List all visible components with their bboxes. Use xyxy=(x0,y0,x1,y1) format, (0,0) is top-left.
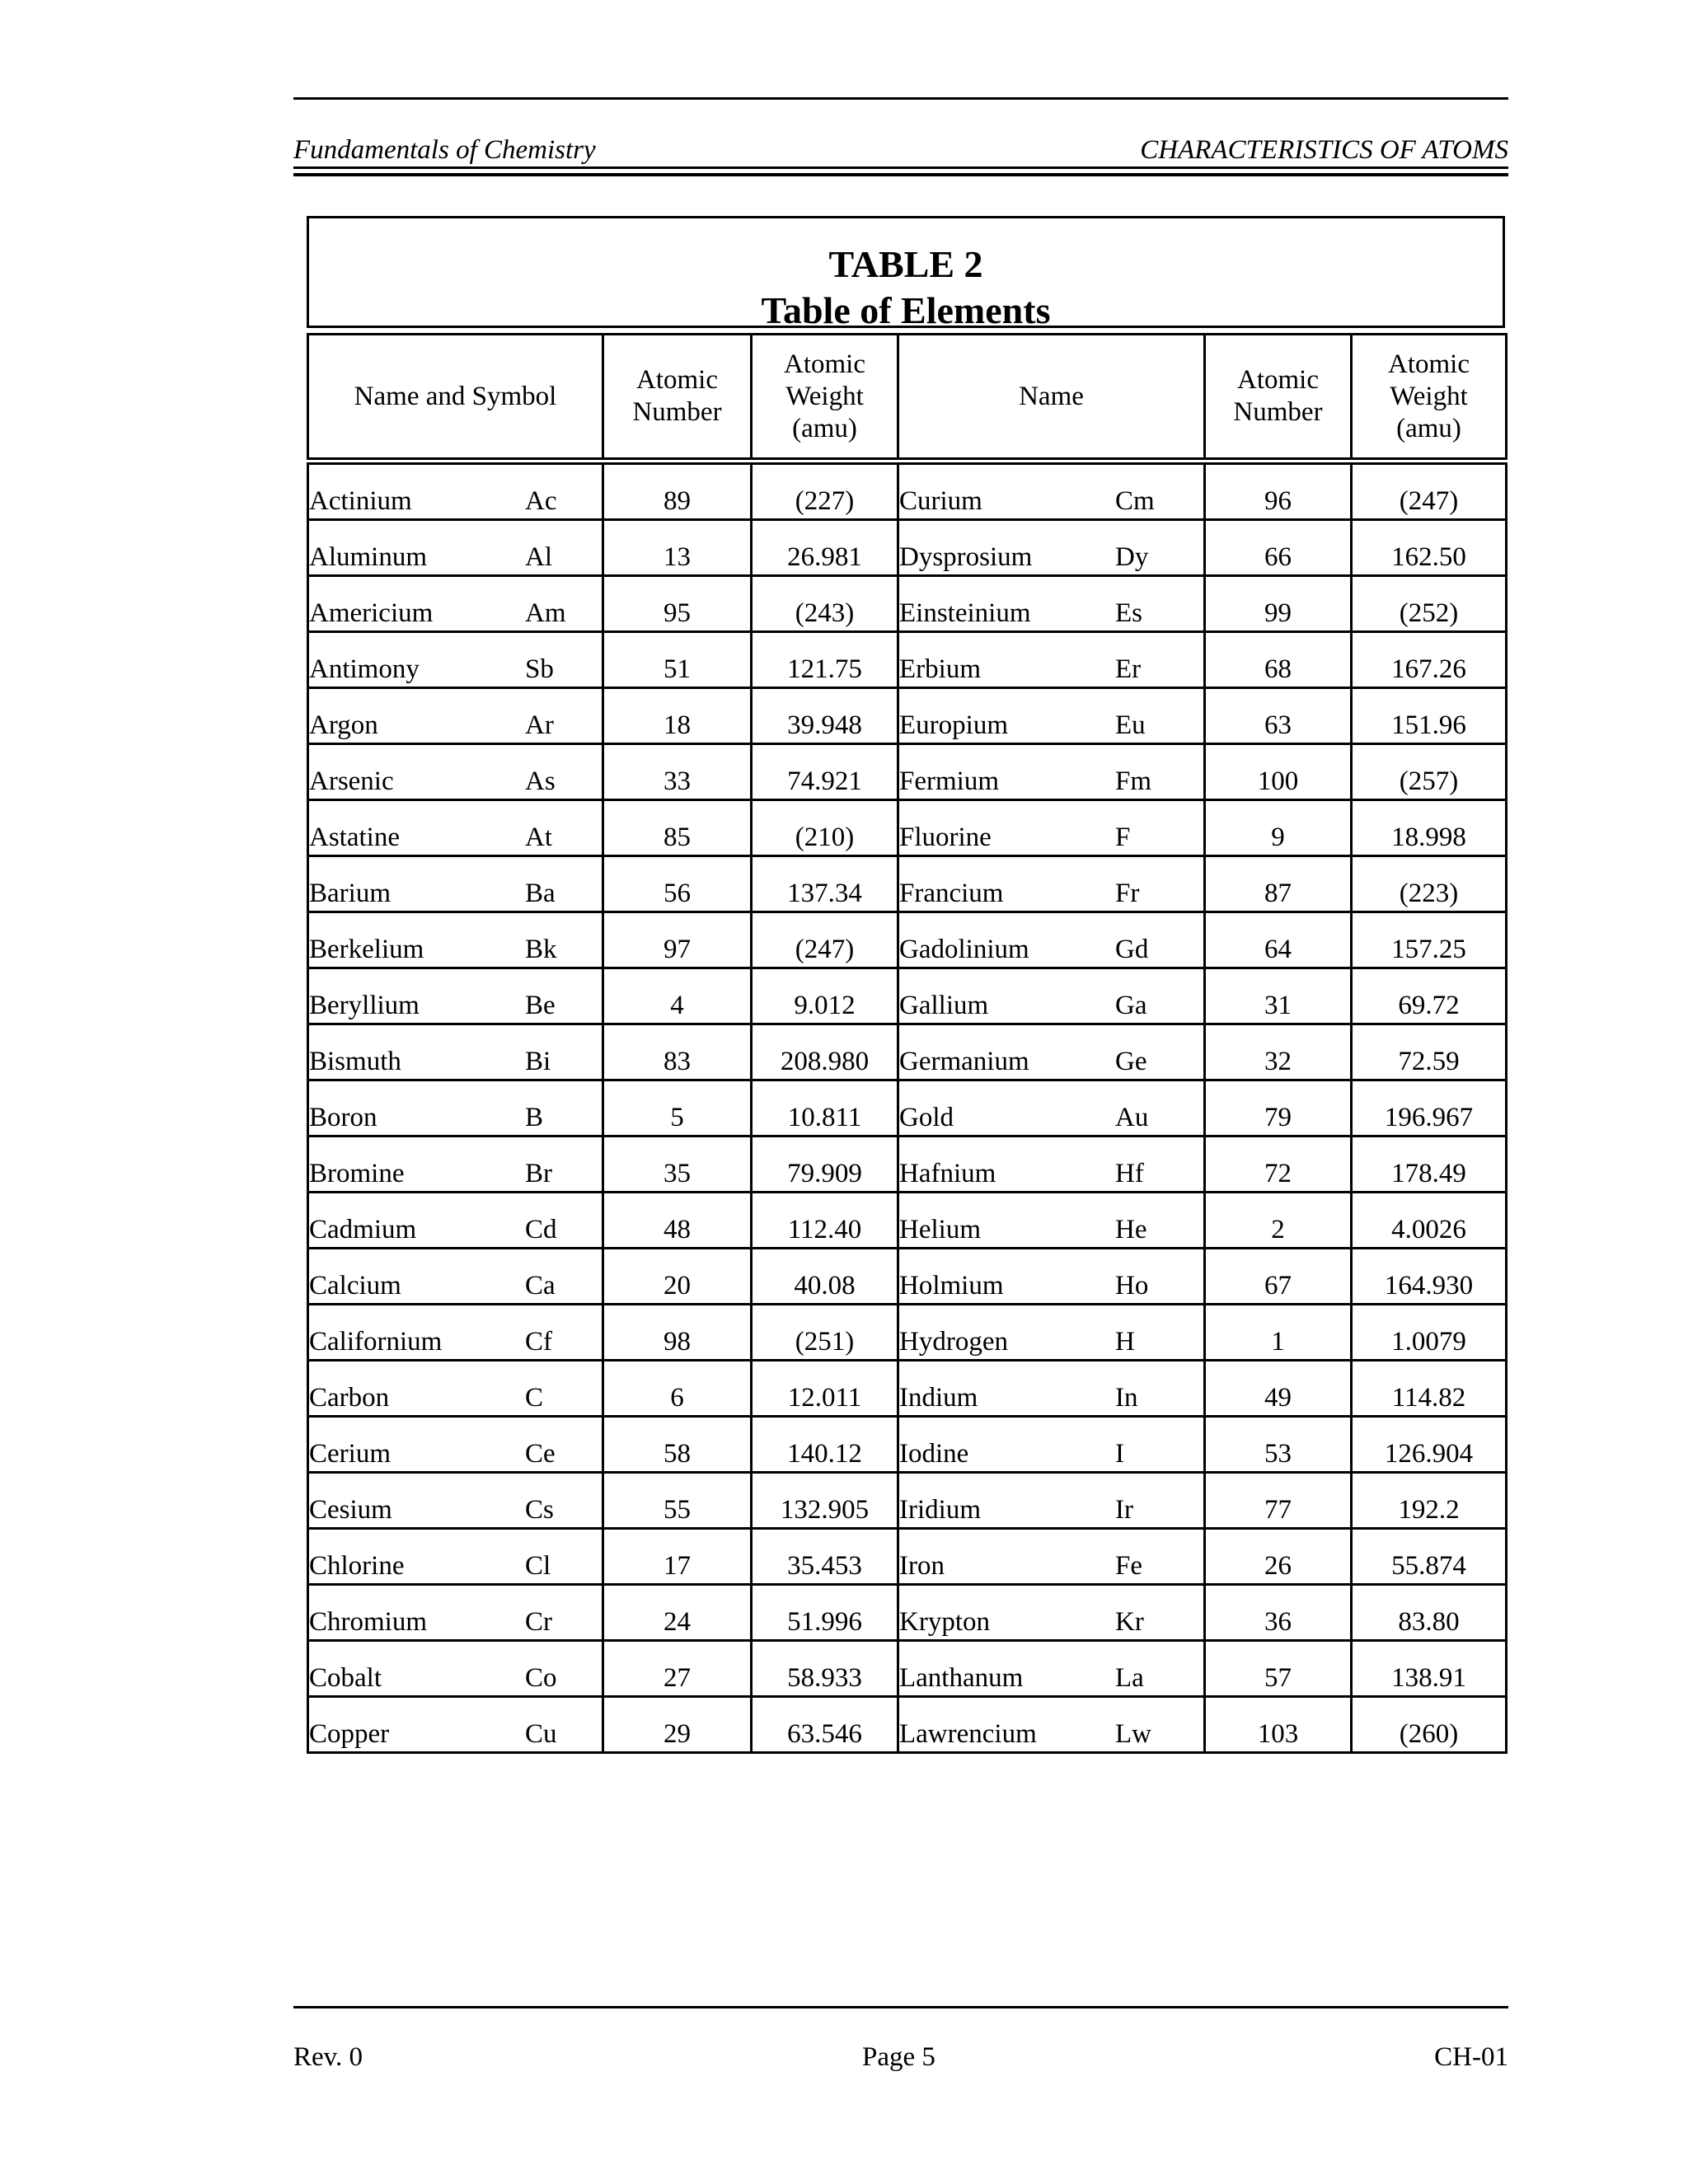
table-row xyxy=(308,1473,1507,1529)
atomic-weight-cell: 18.998 xyxy=(1352,800,1507,856)
element-name-cell xyxy=(308,1024,603,1080)
element-name-cell xyxy=(308,1473,603,1529)
atomic-number-cell: 99 xyxy=(1205,576,1352,632)
atomic-weight-cell: (227) xyxy=(752,462,898,520)
atomic-number-cell: 63 xyxy=(1205,688,1352,744)
element-name: Arsenic xyxy=(309,766,394,796)
atomic-weight-cell: 51.996 xyxy=(752,1585,898,1641)
atomic-number-cell: 32 xyxy=(1205,1024,1352,1080)
atomic-number-cell: 97 xyxy=(603,912,752,968)
element-name: Bromine xyxy=(309,1159,405,1188)
atomic-number-cell: 31 xyxy=(1205,968,1352,1024)
element-name: Berkelium xyxy=(309,935,424,964)
atomic-weight-cell: (243) xyxy=(752,576,898,632)
atomic-number-cell: 9 xyxy=(1205,800,1352,856)
atomic-weight-cell: 196.967 xyxy=(1352,1080,1507,1137)
atomic-weight-cell: 74.921 xyxy=(752,744,898,800)
element-name-cell xyxy=(898,1305,1205,1361)
atomic-number-cell: 103 xyxy=(1205,1697,1352,1753)
element-symbol: Ca xyxy=(525,1271,556,1301)
element-name-cell xyxy=(308,1585,603,1641)
elements-table xyxy=(307,333,1507,1754)
element-name: Francium xyxy=(899,879,1004,908)
atomic-number-cell: 85 xyxy=(603,800,752,856)
element-symbol: La xyxy=(1115,1663,1144,1693)
atomic-weight-cell: 151.96 xyxy=(1352,688,1507,744)
element-name: Cesium xyxy=(309,1495,392,1525)
atomic-weight-cell: (260) xyxy=(1352,1697,1507,1753)
element-name: Indium xyxy=(899,1383,978,1413)
element-symbol: Am xyxy=(525,598,566,628)
element-name: Helium xyxy=(899,1215,981,1244)
atomic-number-cell: 83 xyxy=(603,1024,752,1080)
atomic-weight-cell: 1.0079 xyxy=(1352,1305,1507,1361)
table-row xyxy=(308,462,1507,520)
element-name: Beryllium xyxy=(309,991,420,1020)
element-name: Americium xyxy=(309,598,434,628)
atomic-number-cell: 51 xyxy=(603,632,752,688)
atomic-number-cell: 79 xyxy=(1205,1080,1352,1137)
element-symbol: Ga xyxy=(1115,991,1147,1020)
table-row xyxy=(308,1080,1507,1137)
col-header-atomic-weight: Atomic Weight (amu) xyxy=(752,335,898,462)
table-header-row xyxy=(308,335,1507,462)
atomic-number-cell: 72 xyxy=(1205,1137,1352,1193)
element-name: Dysprosium xyxy=(899,542,1033,572)
element-name: Calcium xyxy=(309,1271,401,1301)
element-symbol: At xyxy=(525,823,552,852)
element-symbol: Cd xyxy=(525,1215,557,1244)
element-name: Hafnium xyxy=(899,1159,996,1188)
element-name-cell xyxy=(898,1641,1205,1697)
table-row xyxy=(308,1305,1507,1361)
element-name-cell xyxy=(898,520,1205,576)
element-symbol: Fe xyxy=(1115,1551,1142,1581)
atomic-weight-cell: 40.08 xyxy=(752,1249,898,1305)
atomic-number-cell: 53 xyxy=(1205,1417,1352,1473)
atomic-weight-cell: 83.80 xyxy=(1352,1585,1507,1641)
element-name-cell xyxy=(308,1641,603,1697)
element-name-cell xyxy=(898,1137,1205,1193)
element-name: Fluorine xyxy=(899,823,992,852)
element-name-cell xyxy=(308,576,603,632)
atomic-number-cell: 48 xyxy=(603,1193,752,1249)
element-symbol: Ba xyxy=(525,879,556,908)
footer-rule xyxy=(293,2006,1508,2008)
table-row xyxy=(308,968,1507,1024)
element-name: Hydrogen xyxy=(899,1327,1008,1357)
element-symbol: Al xyxy=(525,542,552,572)
element-name: Bismuth xyxy=(309,1047,401,1076)
atomic-weight-cell: 69.72 xyxy=(1352,968,1507,1024)
atomic-weight-cell: 9.012 xyxy=(752,968,898,1024)
element-name-cell xyxy=(308,968,603,1024)
element-name: Barium xyxy=(309,879,391,908)
table-row xyxy=(308,1361,1507,1417)
element-symbol: Bi xyxy=(525,1047,551,1076)
atomic-number-cell: 49 xyxy=(1205,1361,1352,1417)
element-name: Holmium xyxy=(899,1271,1004,1301)
table-row xyxy=(308,1249,1507,1305)
header-bottom-rule-thick xyxy=(293,173,1508,176)
atomic-number-cell: 56 xyxy=(603,856,752,912)
atomic-number-cell: 66 xyxy=(1205,520,1352,576)
atomic-number-cell: 1 xyxy=(1205,1305,1352,1361)
element-name-cell xyxy=(898,1024,1205,1080)
table-row xyxy=(308,520,1507,576)
atomic-number-cell: 27 xyxy=(603,1641,752,1697)
atomic-weight-cell: 4.0026 xyxy=(1352,1193,1507,1249)
element-symbol: Dy xyxy=(1115,542,1149,572)
element-symbol: Gd xyxy=(1115,935,1149,964)
atomic-weight-cell: 132.905 xyxy=(752,1473,898,1529)
col-header-atomic-number: Atomic Number xyxy=(603,335,752,462)
element-name-cell xyxy=(308,1193,603,1249)
header-top-rule xyxy=(293,97,1508,100)
element-name-cell xyxy=(308,1137,603,1193)
atomic-weight-cell: 126.904 xyxy=(1352,1417,1507,1473)
table-title: Table of Elements xyxy=(761,289,1051,331)
atomic-weight-cell: 58.933 xyxy=(752,1641,898,1697)
element-name-cell xyxy=(898,1080,1205,1137)
element-name-cell xyxy=(308,1305,603,1361)
running-header-left: Fundamentals of Chemistry xyxy=(293,135,596,165)
table-row xyxy=(308,1697,1507,1753)
element-symbol: Es xyxy=(1115,598,1142,628)
element-name: Argon xyxy=(309,710,378,740)
element-symbol: Cu xyxy=(525,1719,557,1749)
atomic-number-cell: 2 xyxy=(1205,1193,1352,1249)
atomic-number-cell: 77 xyxy=(1205,1473,1352,1529)
element-name: Antimony xyxy=(309,654,420,684)
atomic-weight-cell: 39.948 xyxy=(752,688,898,744)
element-name: Boron xyxy=(309,1103,377,1132)
table-row xyxy=(308,1417,1507,1473)
table-row xyxy=(308,1529,1507,1585)
element-name-cell xyxy=(308,1080,603,1137)
element-name: Lawrencium xyxy=(899,1719,1037,1749)
element-symbol: Cr xyxy=(525,1607,552,1637)
atomic-weight-cell: 112.40 xyxy=(752,1193,898,1249)
element-name-cell xyxy=(308,856,603,912)
element-symbol: Cl xyxy=(525,1551,551,1581)
element-name-cell xyxy=(898,1417,1205,1473)
atomic-weight-cell: 12.011 xyxy=(752,1361,898,1417)
element-name-cell xyxy=(898,1361,1205,1417)
atomic-weight-cell: (251) xyxy=(752,1305,898,1361)
element-name: Californium xyxy=(309,1327,443,1357)
atomic-weight-cell: 208.980 xyxy=(752,1024,898,1080)
element-name: Lanthanum xyxy=(899,1663,1024,1693)
atomic-number-cell: 33 xyxy=(603,744,752,800)
atomic-number-cell: 5 xyxy=(603,1080,752,1137)
atomic-weight-cell: (257) xyxy=(1352,744,1507,800)
element-name-cell xyxy=(308,1529,603,1585)
atomic-number-cell: 26 xyxy=(1205,1529,1352,1585)
element-name: Chromium xyxy=(309,1607,428,1637)
element-name-cell xyxy=(898,688,1205,744)
atomic-weight-cell: (252) xyxy=(1352,576,1507,632)
element-name: Gallium xyxy=(899,991,989,1020)
element-name: Fermium xyxy=(899,766,999,796)
atomic-number-cell: 35 xyxy=(603,1137,752,1193)
atomic-weight-cell: 164.930 xyxy=(1352,1249,1507,1305)
atomic-number-cell: 87 xyxy=(1205,856,1352,912)
element-symbol: Cs xyxy=(525,1495,554,1525)
atomic-number-cell: 96 xyxy=(1205,462,1352,520)
atomic-number-cell: 20 xyxy=(603,1249,752,1305)
element-name-cell xyxy=(898,1585,1205,1641)
element-name: Krypton xyxy=(899,1607,990,1637)
element-symbol: Au xyxy=(1115,1103,1149,1132)
element-symbol: As xyxy=(525,766,556,796)
element-symbol: Eu xyxy=(1115,710,1146,740)
element-name-cell xyxy=(898,632,1205,688)
element-symbol: Kr xyxy=(1115,1607,1144,1637)
element-symbol: Fr xyxy=(1115,879,1140,908)
atomic-weight-cell: 63.546 xyxy=(752,1697,898,1753)
table-row xyxy=(308,744,1507,800)
element-name-cell xyxy=(898,1529,1205,1585)
footer-document-code: CH-01 xyxy=(1434,2042,1508,2072)
atomic-number-cell: 36 xyxy=(1205,1585,1352,1641)
atomic-number-cell: 57 xyxy=(1205,1641,1352,1697)
col-header-atomic-weight-2: Atomic Weight (amu) xyxy=(1352,335,1507,462)
element-name-cell xyxy=(898,800,1205,856)
element-symbol: Co xyxy=(525,1663,557,1693)
element-symbol: H xyxy=(1115,1327,1135,1357)
element-symbol: F xyxy=(1115,823,1131,852)
atomic-weight-cell: 137.34 xyxy=(752,856,898,912)
element-symbol: Er xyxy=(1115,654,1142,684)
element-name: Cerium xyxy=(309,1439,391,1469)
col-header-name-symbol: Name and Symbol xyxy=(308,335,603,462)
element-name-cell xyxy=(898,856,1205,912)
element-name-cell xyxy=(898,1193,1205,1249)
atomic-weight-cell: (210) xyxy=(752,800,898,856)
element-name-cell xyxy=(898,462,1205,520)
element-name-cell xyxy=(308,520,603,576)
element-name-cell xyxy=(898,1473,1205,1529)
element-symbol: Ar xyxy=(525,710,554,740)
element-symbol: Br xyxy=(525,1159,552,1188)
footer-revision: Rev. 0 xyxy=(293,2042,363,2072)
element-name-cell xyxy=(898,576,1205,632)
atomic-weight-cell: 55.874 xyxy=(1352,1529,1507,1585)
elements-table-body xyxy=(308,462,1507,1753)
atomic-number-cell: 58 xyxy=(603,1417,752,1473)
atomic-number-cell: 13 xyxy=(603,520,752,576)
atomic-weight-cell: (247) xyxy=(1352,462,1507,520)
element-name: Iodine xyxy=(899,1439,969,1469)
element-name-cell xyxy=(308,1249,603,1305)
element-symbol: Hf xyxy=(1115,1159,1144,1188)
element-name-cell xyxy=(308,744,603,800)
element-name: Einsteinium xyxy=(899,598,1031,628)
element-symbol: Ir xyxy=(1115,1495,1133,1525)
element-name: Gold xyxy=(899,1103,954,1132)
element-symbol: Ce xyxy=(525,1439,556,1469)
atomic-number-cell: 64 xyxy=(1205,912,1352,968)
atomic-weight-cell: 167.26 xyxy=(1352,632,1507,688)
element-name: Copper xyxy=(309,1719,390,1749)
atomic-weight-cell: 140.12 xyxy=(752,1417,898,1473)
table-title-box xyxy=(307,216,1505,331)
table-row xyxy=(308,688,1507,744)
table-row xyxy=(308,1024,1507,1080)
element-name-cell xyxy=(898,1697,1205,1753)
element-name: Aluminum xyxy=(309,542,428,572)
atomic-weight-cell: 121.75 xyxy=(752,632,898,688)
table-row xyxy=(308,912,1507,968)
element-name-cell xyxy=(308,632,603,688)
element-symbol: Fm xyxy=(1115,766,1152,796)
atomic-weight-cell: 138.91 xyxy=(1352,1641,1507,1697)
atomic-weight-cell: 79.909 xyxy=(752,1137,898,1193)
atomic-number-cell: 55 xyxy=(603,1473,752,1529)
atomic-weight-cell: 72.59 xyxy=(1352,1024,1507,1080)
atomic-weight-cell: 26.981 xyxy=(752,520,898,576)
element-symbol: Sb xyxy=(525,654,554,684)
element-name-cell xyxy=(308,462,603,520)
element-name: Erbium xyxy=(899,654,981,684)
element-name-cell xyxy=(898,744,1205,800)
element-name-cell xyxy=(308,1361,603,1417)
element-symbol: I xyxy=(1115,1439,1124,1469)
atomic-number-cell: 89 xyxy=(603,462,752,520)
element-name: Gadolinium xyxy=(899,935,1029,964)
atomic-number-cell: 95 xyxy=(603,576,752,632)
element-name-cell xyxy=(308,1697,603,1753)
table-row xyxy=(308,1641,1507,1697)
element-name: Actinium xyxy=(309,486,412,516)
element-symbol: Ac xyxy=(525,486,557,516)
atomic-weight-cell: 114.82 xyxy=(1352,1361,1507,1417)
element-name-cell xyxy=(898,912,1205,968)
element-name-cell xyxy=(898,1249,1205,1305)
element-name: Germanium xyxy=(899,1047,1029,1076)
col-header-atomic-number-2: Atomic Number xyxy=(1205,335,1352,462)
element-name: Chlorine xyxy=(309,1551,405,1581)
table-row xyxy=(308,856,1507,912)
atomic-number-cell: 24 xyxy=(603,1585,752,1641)
element-symbol: Be xyxy=(525,991,556,1020)
table-row xyxy=(308,576,1507,632)
atomic-number-cell: 4 xyxy=(603,968,752,1024)
element-name: Iron xyxy=(899,1551,945,1581)
header-bottom-rule xyxy=(293,166,1508,169)
element-name: Iridium xyxy=(899,1495,981,1525)
element-symbol: B xyxy=(525,1103,544,1132)
element-name: Cadmium xyxy=(309,1215,417,1244)
footer-page-number: Page 5 xyxy=(862,2042,935,2072)
element-name: Curium xyxy=(899,486,982,516)
atomic-number-cell: 6 xyxy=(603,1361,752,1417)
atomic-weight-cell: 157.25 xyxy=(1352,912,1507,968)
element-name-cell xyxy=(308,912,603,968)
element-symbol: He xyxy=(1115,1215,1147,1244)
element-symbol: Lw xyxy=(1115,1719,1151,1749)
element-name: Carbon xyxy=(309,1383,390,1413)
element-name: Europium xyxy=(899,710,1008,740)
element-symbol: Ho xyxy=(1115,1271,1149,1301)
atomic-number-cell: 29 xyxy=(603,1697,752,1753)
table-row xyxy=(308,1585,1507,1641)
atomic-number-cell: 98 xyxy=(603,1305,752,1361)
atomic-weight-cell: (223) xyxy=(1352,856,1507,912)
element-name-cell xyxy=(308,800,603,856)
table-row xyxy=(308,1193,1507,1249)
atomic-number-cell: 100 xyxy=(1205,744,1352,800)
atomic-weight-cell: 192.2 xyxy=(1352,1473,1507,1529)
element-name-cell xyxy=(308,1417,603,1473)
atomic-number-cell: 68 xyxy=(1205,632,1352,688)
atomic-number-cell: 67 xyxy=(1205,1249,1352,1305)
element-name: Astatine xyxy=(309,823,400,852)
element-name: Cobalt xyxy=(309,1663,382,1693)
element-symbol: In xyxy=(1115,1383,1138,1413)
atomic-weight-cell: (247) xyxy=(752,912,898,968)
atomic-number-cell: 18 xyxy=(603,688,752,744)
element-symbol: Cm xyxy=(1115,486,1155,516)
table-row xyxy=(308,800,1507,856)
element-symbol: Cf xyxy=(525,1327,552,1357)
running-header-right: CHARACTERISTICS OF ATOMS xyxy=(1140,135,1508,165)
element-symbol: C xyxy=(525,1383,544,1413)
element-symbol: Bk xyxy=(525,935,557,964)
atomic-weight-cell: 10.811 xyxy=(752,1080,898,1137)
table-number: TABLE 2 xyxy=(828,243,983,285)
col-header-name: Name xyxy=(898,335,1205,462)
atomic-weight-cell: 178.49 xyxy=(1352,1137,1507,1193)
element-name-cell xyxy=(898,968,1205,1024)
atomic-number-cell: 17 xyxy=(603,1529,752,1585)
table-row xyxy=(308,1137,1507,1193)
element-symbol: Ge xyxy=(1115,1047,1147,1076)
atomic-weight-cell: 162.50 xyxy=(1352,520,1507,576)
table-row xyxy=(308,632,1507,688)
atomic-weight-cell: 35.453 xyxy=(752,1529,898,1585)
element-name-cell xyxy=(308,688,603,744)
